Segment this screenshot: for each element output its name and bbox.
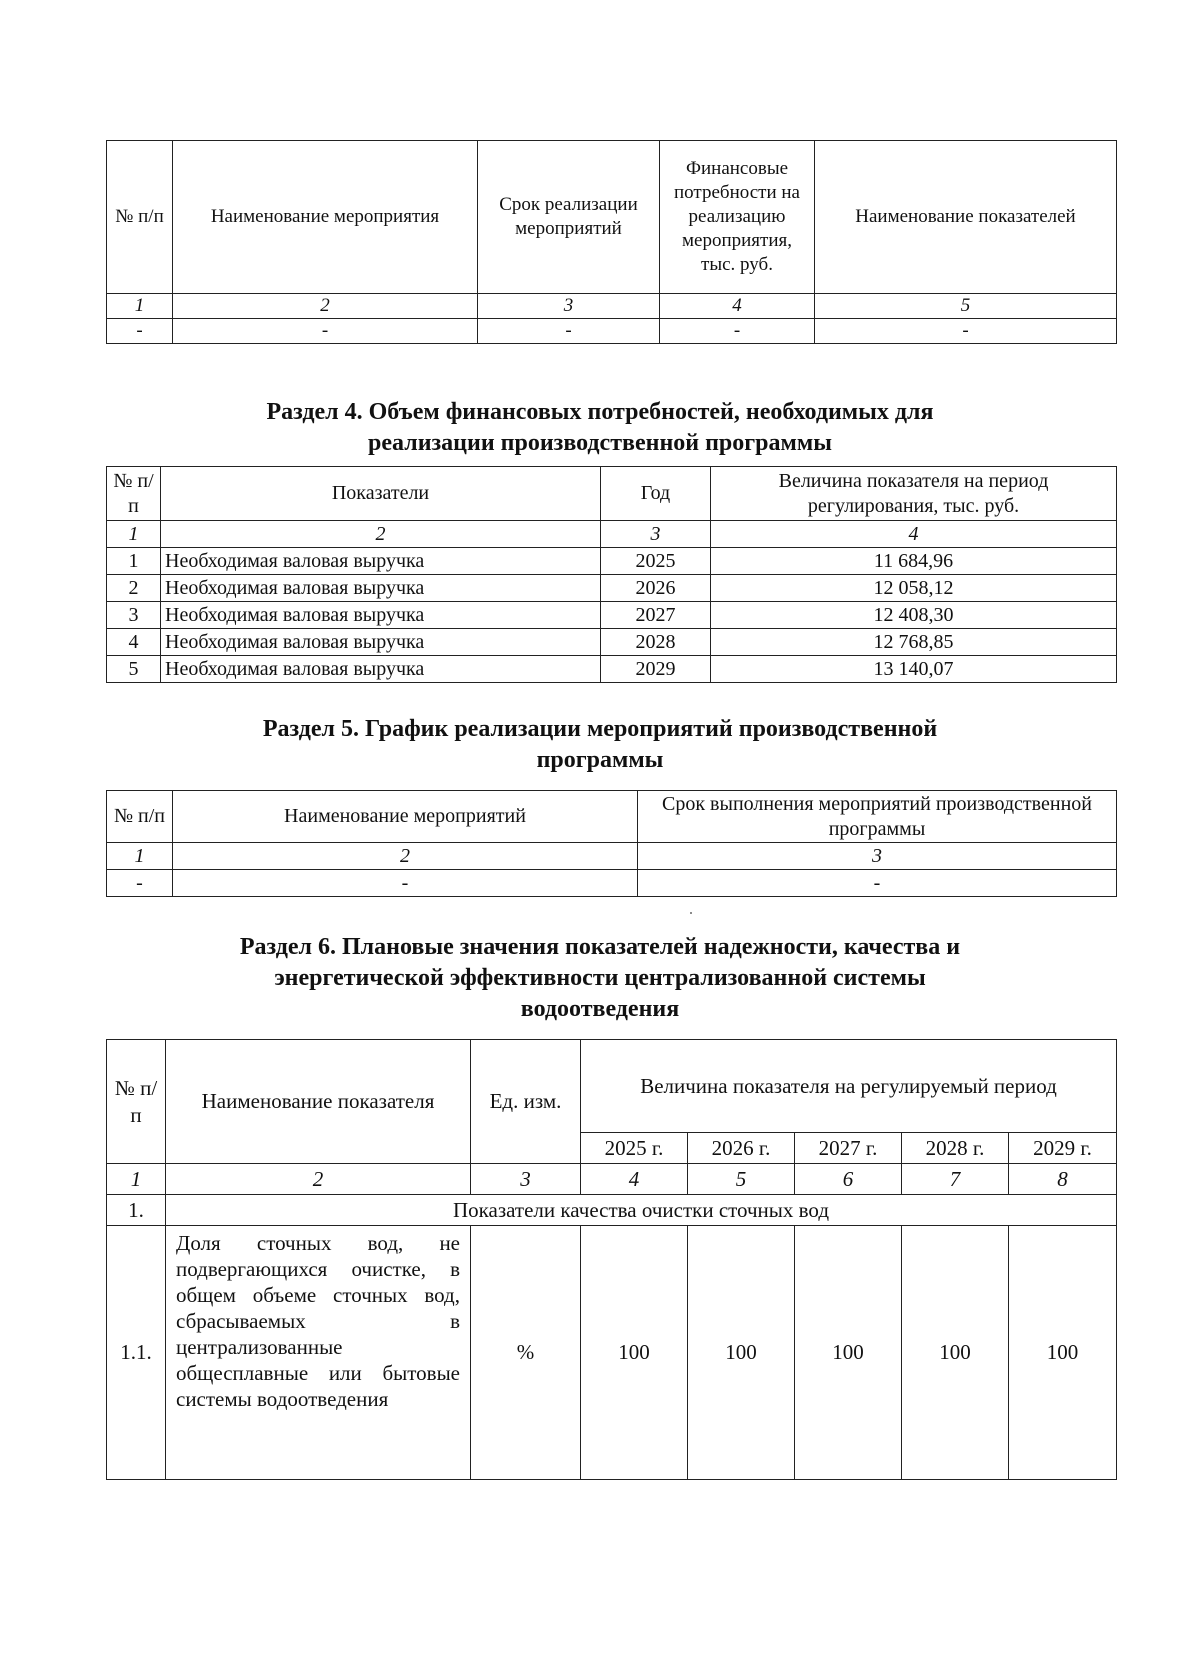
header-deadline: Срок выполнения мероприятий производственной программы [638, 791, 1117, 843]
col-number: 1 [107, 843, 173, 870]
header-indicator-name: Наименование показателя [166, 1040, 471, 1164]
section-5-title [100, 714, 1100, 776]
row-year: 2027 [601, 602, 711, 629]
indicator-value: 100 [902, 1226, 1009, 1480]
row-year: 2029 [601, 656, 711, 683]
row-value: 13 140,07 [711, 656, 1117, 683]
header-year: 2026 г. [688, 1133, 795, 1164]
col-number: 4 [711, 521, 1117, 548]
table-cell: - [173, 319, 478, 344]
section-4-title-line: реализации производственной программы [368, 430, 832, 456]
row-number: 4 [107, 629, 161, 656]
col-number: 2 [161, 521, 601, 548]
table-row [107, 1226, 1117, 1480]
col-number: 3 [471, 1164, 581, 1195]
header-unit: Ед. изм. [471, 1040, 581, 1164]
section-6-title-line: Раздел 6. Плановые значения показателей надежности, качества и [239, 934, 961, 960]
section-6-title [100, 932, 1100, 1025]
group-number: 1. [107, 1195, 166, 1226]
reliability-indicators-table [106, 1039, 1117, 1480]
table-cell: - [815, 319, 1117, 344]
table-cell: - [660, 319, 815, 344]
header-number: № п/п [107, 141, 173, 294]
indicator-number: 1.1. [107, 1226, 166, 1480]
header-period-value: Величина показателя на регулируемый период [581, 1040, 1117, 1133]
table-row [107, 548, 1117, 575]
col-number: 1 [107, 294, 173, 319]
table-row [107, 656, 1117, 683]
header-year: 2027 г. [795, 1133, 902, 1164]
table-row [107, 602, 1117, 629]
table-cell: - [173, 870, 638, 897]
col-number: 3 [638, 843, 1117, 870]
table-cell: - [107, 870, 173, 897]
schedule-table [106, 790, 1117, 897]
col-number: 7 [902, 1164, 1009, 1195]
section-4-title [100, 397, 1100, 459]
row-value: 12 768,85 [711, 629, 1117, 656]
row-number: 5 [107, 656, 161, 683]
col-number: 1 [107, 1164, 166, 1195]
section-5-title-line: Раздел 5. График реализации мероприятий производственной [262, 716, 938, 742]
header-number: № п/п [107, 1040, 166, 1164]
table-cell: - [107, 319, 173, 344]
group-label: Показатели качества очистки сточных вод [166, 1195, 1117, 1226]
row-indicator: Необходимая валовая выручка [161, 629, 601, 656]
col-number: 5 [688, 1164, 795, 1195]
col-number: 6 [795, 1164, 902, 1195]
row-value: 12 058,12 [711, 575, 1117, 602]
row-number: 2 [107, 575, 161, 602]
header-term: Срок реализации мероприятий [478, 141, 660, 294]
header-number: № п/п [107, 467, 161, 521]
scan-speck [690, 912, 692, 914]
row-year: 2025 [601, 548, 711, 575]
row-value: 11 684,96 [711, 548, 1117, 575]
indicator-value: 100 [688, 1226, 795, 1480]
indicator-unit: % [471, 1226, 581, 1480]
section-6-title-line: энергетической эффективности централизованной системы [274, 965, 926, 991]
indicator-name: Доля сточных вод, не подвергающихся очистке, в общем объеме сточных вод, сбрасываемых в централизованные общесплавные или бытовые системы водоотведения [166, 1226, 471, 1480]
col-number: 3 [478, 294, 660, 319]
header-financial-needs: Финансовые потребности на реализацию мероприятия, тыс. руб. [660, 141, 815, 294]
header-year: Год [601, 467, 711, 521]
row-indicator: Необходимая валовая выручка [161, 656, 601, 683]
row-year: 2026 [601, 575, 711, 602]
table-cell: - [638, 870, 1117, 897]
row-indicator: Необходимая валовая выручка [161, 548, 601, 575]
indicator-value: 100 [795, 1226, 902, 1480]
col-number: 3 [601, 521, 711, 548]
header-year: 2028 г. [902, 1133, 1009, 1164]
table-row [107, 629, 1117, 656]
row-number: 1 [107, 548, 161, 575]
financial-needs-table [106, 466, 1117, 683]
table-row [107, 575, 1117, 602]
col-number: 1 [107, 521, 161, 548]
row-number: 3 [107, 602, 161, 629]
header-year: 2025 г. [581, 1133, 688, 1164]
header-activity-name: Наименование мероприятия [173, 141, 478, 294]
header-indicators: Показатели [161, 467, 601, 521]
row-year: 2028 [601, 629, 711, 656]
col-number: 5 [815, 294, 1117, 319]
row-indicator: Необходимая валовая выручка [161, 575, 601, 602]
table-cell: - [478, 319, 660, 344]
header-year: 2029 г. [1009, 1133, 1117, 1164]
header-activities: Наименование мероприятий [173, 791, 638, 843]
activities-indicators-table [106, 140, 1117, 344]
section-4-title-line: Раздел 4. Объем финансовых потребностей, необходимых для [266, 399, 934, 425]
section-6-title-line: водоотведения [520, 996, 680, 1022]
row-indicator: Необходимая валовая выручка [161, 602, 601, 629]
col-number: 4 [581, 1164, 688, 1195]
indicator-value: 100 [581, 1226, 688, 1480]
col-number: 4 [660, 294, 815, 319]
col-number: 2 [173, 294, 478, 319]
col-number: 2 [166, 1164, 471, 1195]
section-5-title-line: программы [536, 747, 664, 773]
col-number: 8 [1009, 1164, 1117, 1195]
header-number: № п/п [107, 791, 173, 843]
col-number: 2 [173, 843, 638, 870]
header-value: Величина показателя на период регулирования, тыс. руб. [711, 467, 1117, 521]
header-indicators-name: Наименование показателей [815, 141, 1117, 294]
row-value: 12 408,30 [711, 602, 1117, 629]
indicator-value: 100 [1009, 1226, 1117, 1480]
